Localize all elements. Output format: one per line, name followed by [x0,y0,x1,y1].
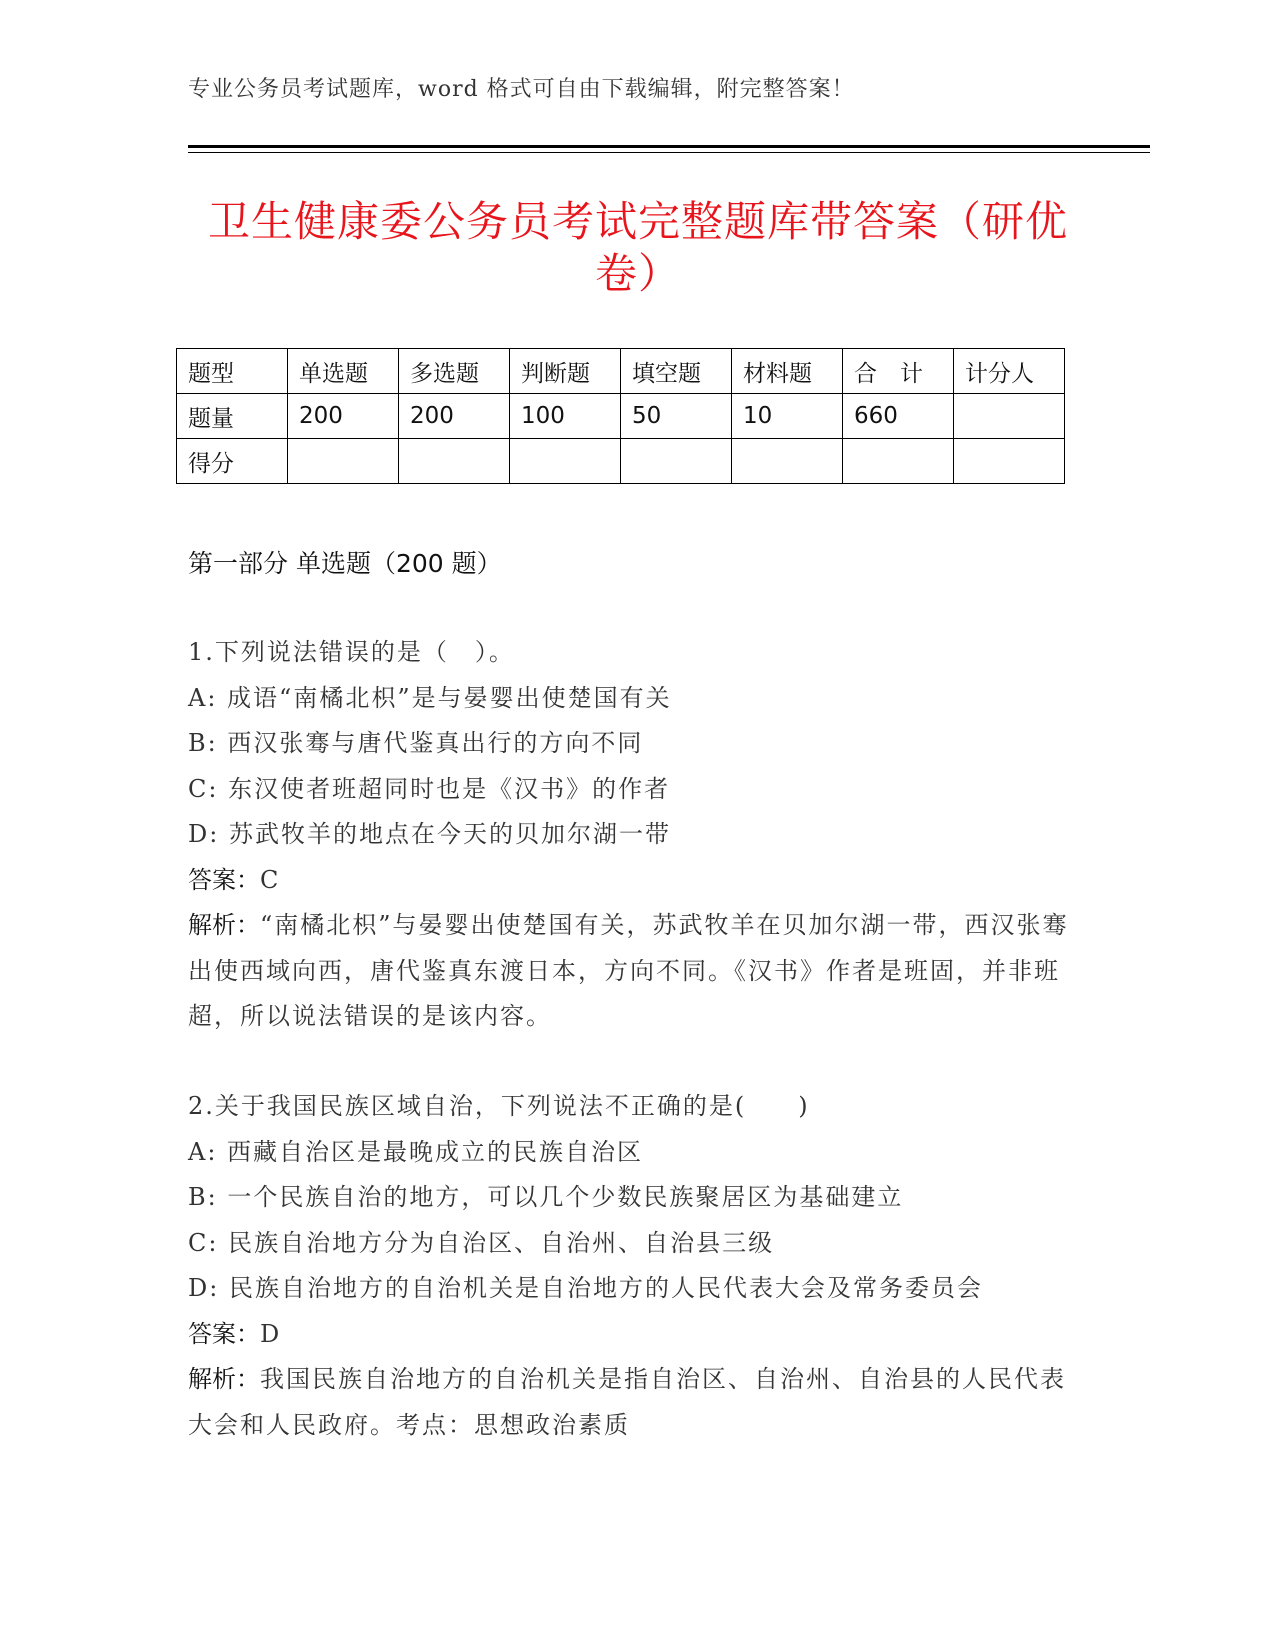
table-cell: 50 [621,394,732,439]
table-cell [954,394,1065,439]
table-cell [288,439,399,484]
answer [188,1312,1078,1358]
option-d: D: 民族自治地方的自治机关是自治地方的人民代表大会及常务委员会 [188,1274,983,1302]
score-table-header-row [177,349,1065,394]
table-cell [510,439,621,484]
question-2 [188,1084,1078,1448]
table-cell: 200 [288,394,399,439]
table-cell: 合 计 [843,349,954,394]
explanation [188,903,1078,1040]
table-cell: 10 [732,394,843,439]
answer [188,858,1078,904]
option-d: D: 苏武牧羊的地点在今天的贝加尔湖一带 [188,820,671,848]
answer-label: 答案： [188,1319,260,1348]
explanation-label: 解析： [188,911,260,939]
explanation-label: 解析： [188,1365,260,1393]
option-b: B: 一个民族自治的地方，可以几个少数民族聚居区为基础建立 [188,1183,904,1211]
header-rule-thin [188,152,1150,153]
table-cell [954,439,1065,484]
table-cell: 多选题 [399,349,510,394]
table-cell [732,439,843,484]
table-cell: 单选题 [288,349,399,394]
table-cell: 100 [510,394,621,439]
table-cell: 判断题 [510,349,621,394]
score-table [176,348,1065,484]
explanation-text: 我国民族自治地方的自治机关是指自治区、自治州、自治县的人民代表大会和人民政府。考点：思想政治素质 [188,1365,1066,1439]
score-table-score-row [177,439,1065,484]
answer-value: D [260,1319,282,1348]
table-cell: 200 [399,394,510,439]
answer-label: 答案： [188,865,260,894]
explanation [188,1357,1078,1448]
question-stem: 1.下列说法错误的是（ ）。 [188,638,515,666]
option-a: A: 西藏自治区是最晚成立的民族自治区 [188,1137,644,1166]
option-c: C: 东汉使者班超同时也是《汉书》的作者 [188,774,671,803]
document-title: 卫生健康委公务员考试完整题库带答案（研优卷） [207,197,1068,298]
header-note: 专业公务员考试题库，word 格式可自由下载编辑，附完整答案！ [188,77,855,102]
header-rule-thick [188,145,1150,148]
table-cell: 题型 [177,349,288,394]
table-cell [843,439,954,484]
table-cell: 材料题 [732,349,843,394]
question-stem: 2.关于我国民族区域自治，下列说法不正确的是( ) [188,1092,810,1120]
option-c: C: 民族自治地方分为自治区、自治州、自治县三级 [188,1228,775,1257]
answer-value: C [260,865,281,894]
option-a: A: 成语“南橘北枳”是与晏婴出使楚国有关 [188,683,672,712]
score-table-count-row [177,394,1065,439]
option-b: B: 西汉张骞与唐代鉴真出行的方向不同 [188,729,644,757]
explanation-text: “南橘北枳”与晏婴出使楚国有关，苏武牧羊在贝加尔湖一带，西汉张骞出使西域向西，唐代鉴真东渡日本，方向不同。《汉书》作者是班固，并非班超，所以说法错误的是该内容。 [188,911,1069,1030]
table-cell: 题量 [177,394,288,439]
question-1 [188,630,1078,1040]
table-cell [399,439,510,484]
table-cell: 计分人 [954,349,1065,394]
section-title: 第一部分 单选题（200 题） [188,549,502,578]
table-cell: 得分 [177,439,288,484]
table-cell: 660 [843,394,954,439]
table-cell: 填空题 [621,349,732,394]
table-cell [621,439,732,484]
